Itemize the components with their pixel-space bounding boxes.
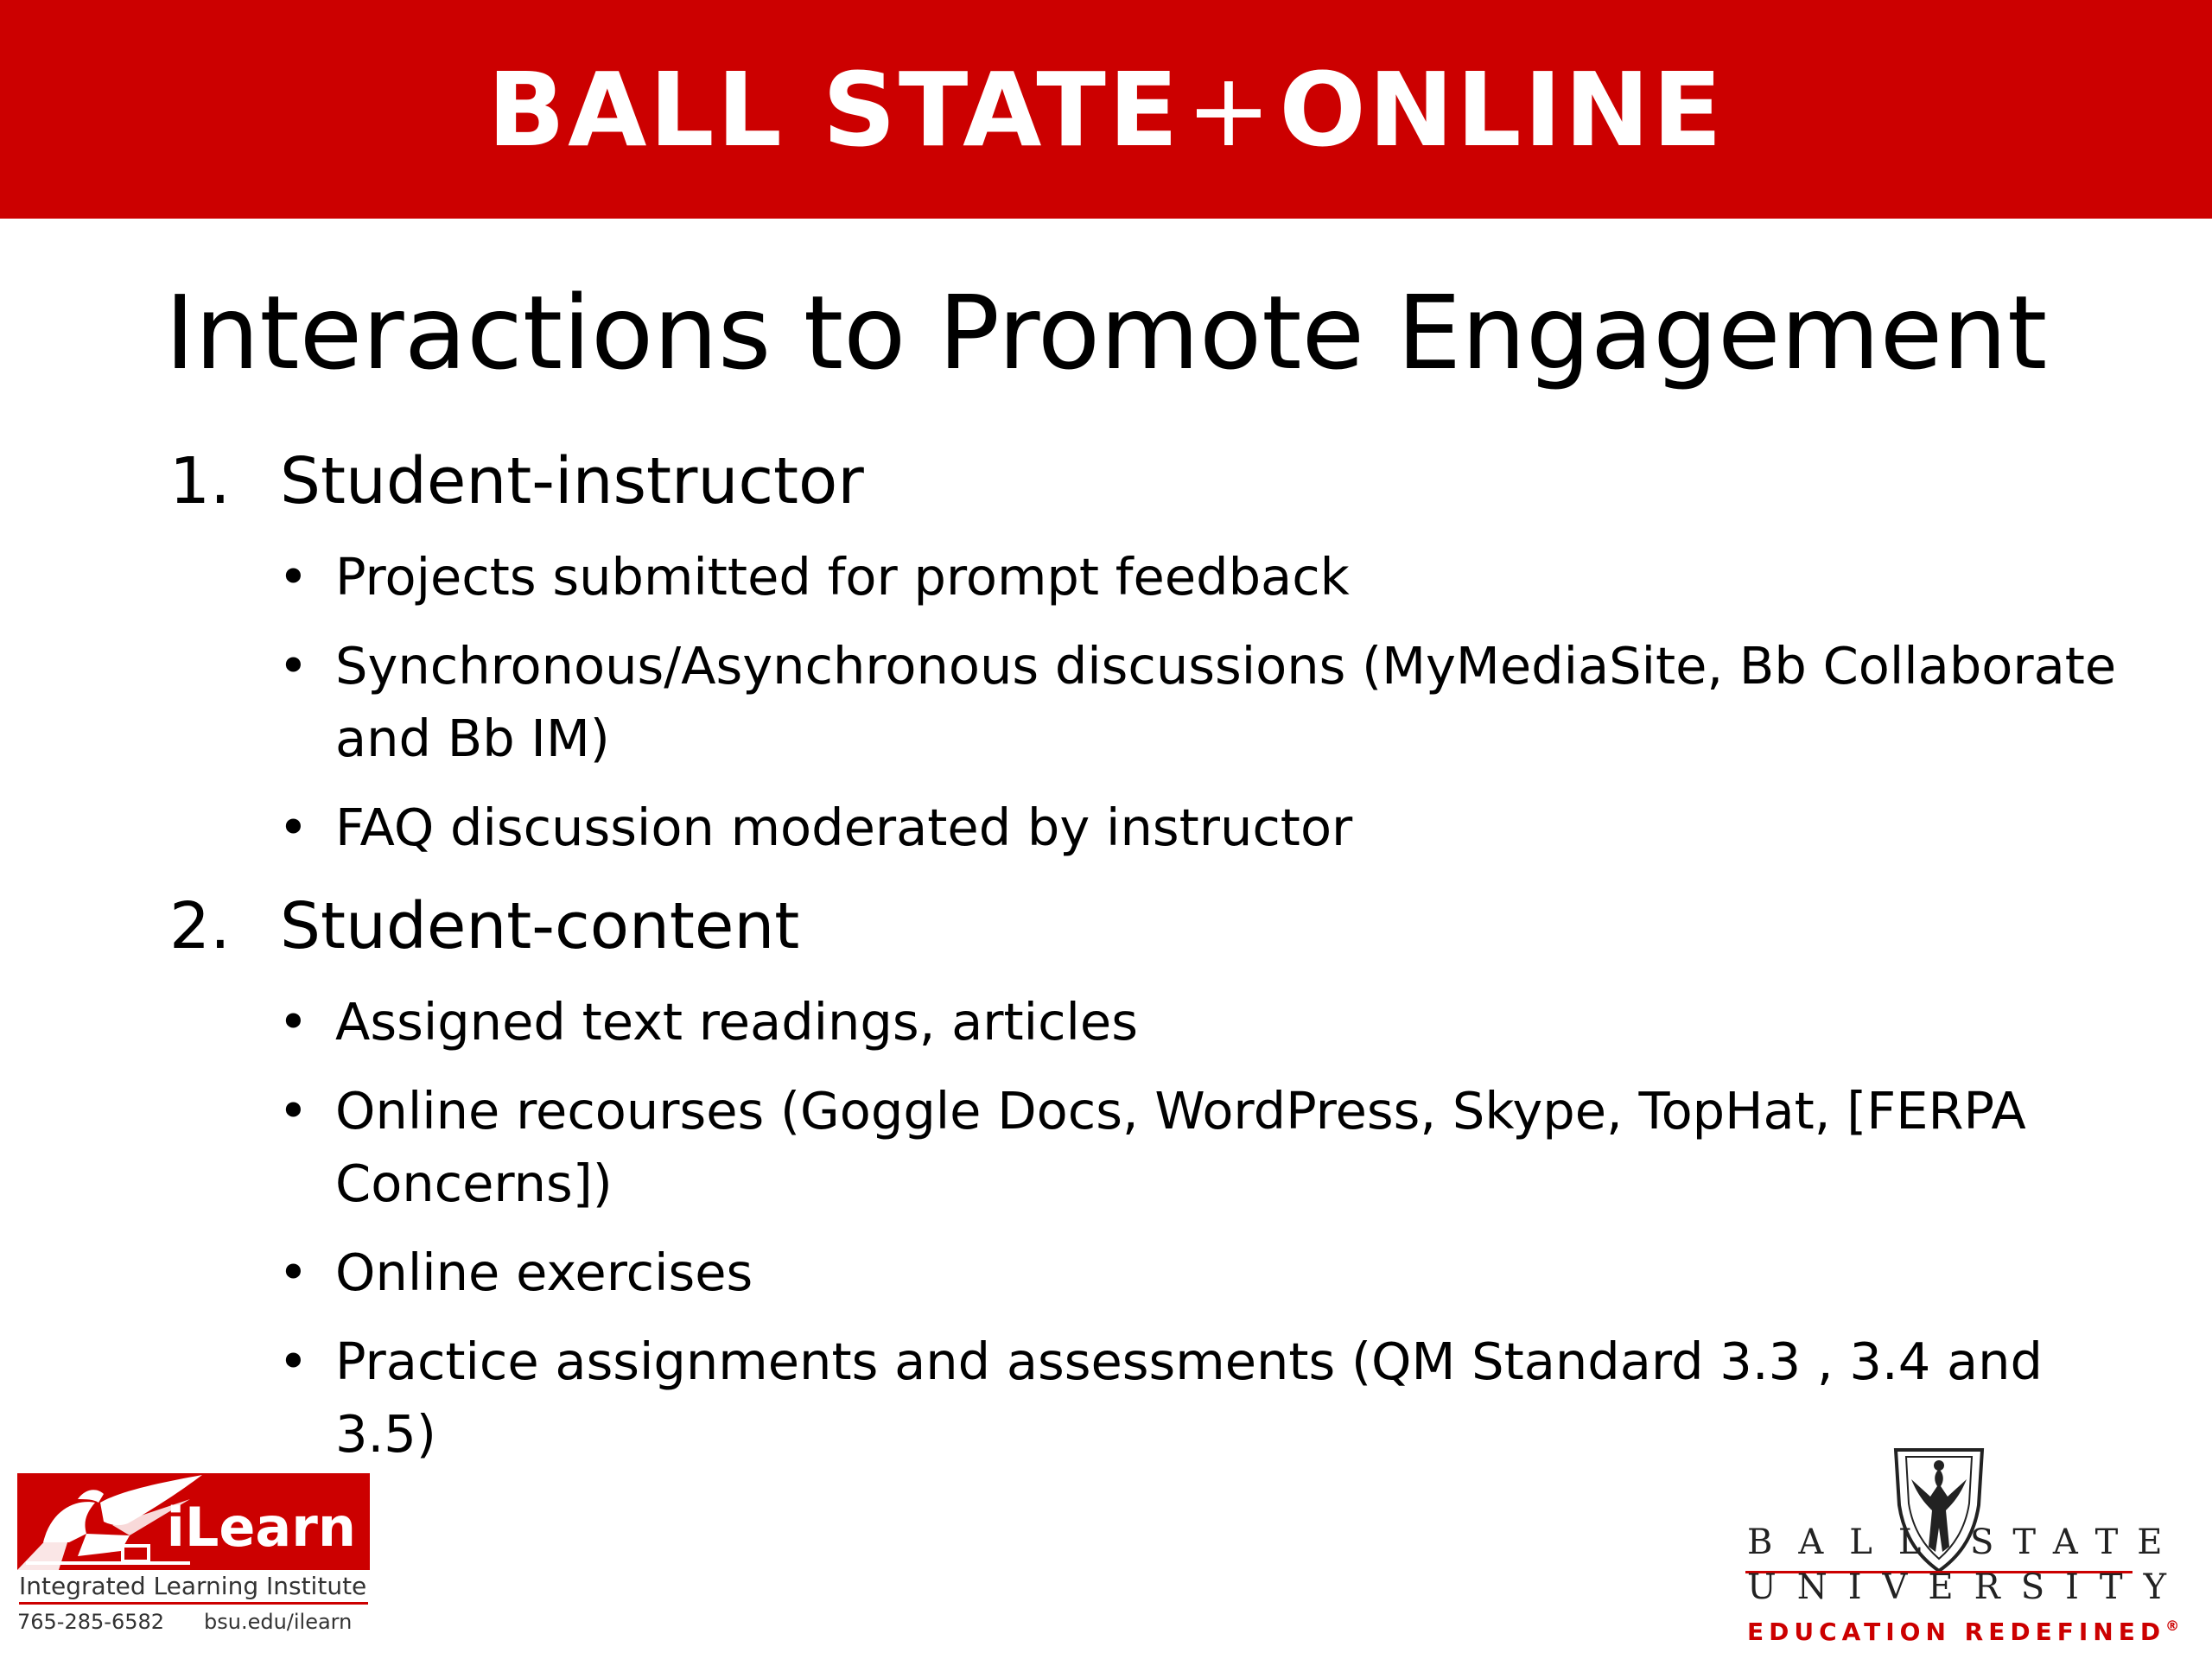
banner-title-plus: + [1185, 49, 1274, 169]
banner-title-right: ONLINE [1279, 49, 1725, 169]
section-heading-text: Student-instructor [280, 444, 864, 518]
bsu-word-university: UNIVERSITY [1747, 1567, 2188, 1607]
slide-title: Interactions to Promote Engagement [164, 273, 2048, 392]
bullet-icon: • [278, 1332, 308, 1391]
bullet-icon: • [278, 798, 308, 857]
ilearn-phone: 765-285-6582 [17, 1610, 165, 1634]
banner-title-left: BALL STATE [487, 49, 1181, 169]
bsu-tagline-text: EDUCATION REDEFINED [1747, 1618, 2166, 1646]
list-item-text: Online exercises [335, 1243, 753, 1302]
list-item-text: FAQ discussion moderated by instructor [335, 798, 1353, 857]
list-item [278, 986, 2136, 1058]
ilearn-url: bsu.edu/ilearn [204, 1610, 353, 1634]
ilearn-logo [17, 1473, 370, 1637]
list-item [278, 1236, 2136, 1309]
list-item-text: Projects submitted for prompt feedback [335, 547, 1350, 607]
list-item [278, 791, 2136, 864]
bsu-word-state: STATE [1970, 1522, 2182, 1562]
ilearn-subtitle: Integrated Learning Institute [19, 1571, 368, 1605]
list-item [278, 1075, 2136, 1220]
list-item-text: Online recourses (Goggle Docs, WordPress, Skype, TopHat, [FERPA Concerns]) [335, 1081, 2026, 1213]
section-heading-text: Student-content [280, 889, 800, 963]
bullet-icon: • [278, 992, 308, 1052]
bsu-word-ball: BALL [1747, 1522, 1948, 1562]
list-item-text: Synchronous/Asynchronous discussions (MyMediaSite, Bb Collaborate and Bb IM) [335, 636, 2117, 768]
bullet-icon: • [278, 1081, 308, 1141]
ilearn-wordmark: iLearn [166, 1496, 356, 1559]
registered-mark: ® [2165, 1618, 2180, 1634]
list-item-text: Practice assignments and assessments (QM Standard 3.3 , 3.4 and 3.5) [335, 1332, 2043, 1464]
list-item-text: Assigned text readings, articles [335, 992, 1138, 1052]
bsu-logo [1740, 1445, 2188, 1652]
section-number: 2. [169, 889, 231, 963]
ilearn-logo-panel [17, 1473, 370, 1570]
list-item [278, 541, 2136, 613]
bullet-icon: • [278, 547, 308, 607]
list-item [278, 630, 2136, 775]
bullet-icon: • [278, 1243, 308, 1302]
bullet-icon: • [278, 636, 308, 696]
banner-title [0, 0, 2212, 219]
section-number: 1. [169, 444, 231, 518]
bsu-tagline [1747, 1618, 2179, 1646]
